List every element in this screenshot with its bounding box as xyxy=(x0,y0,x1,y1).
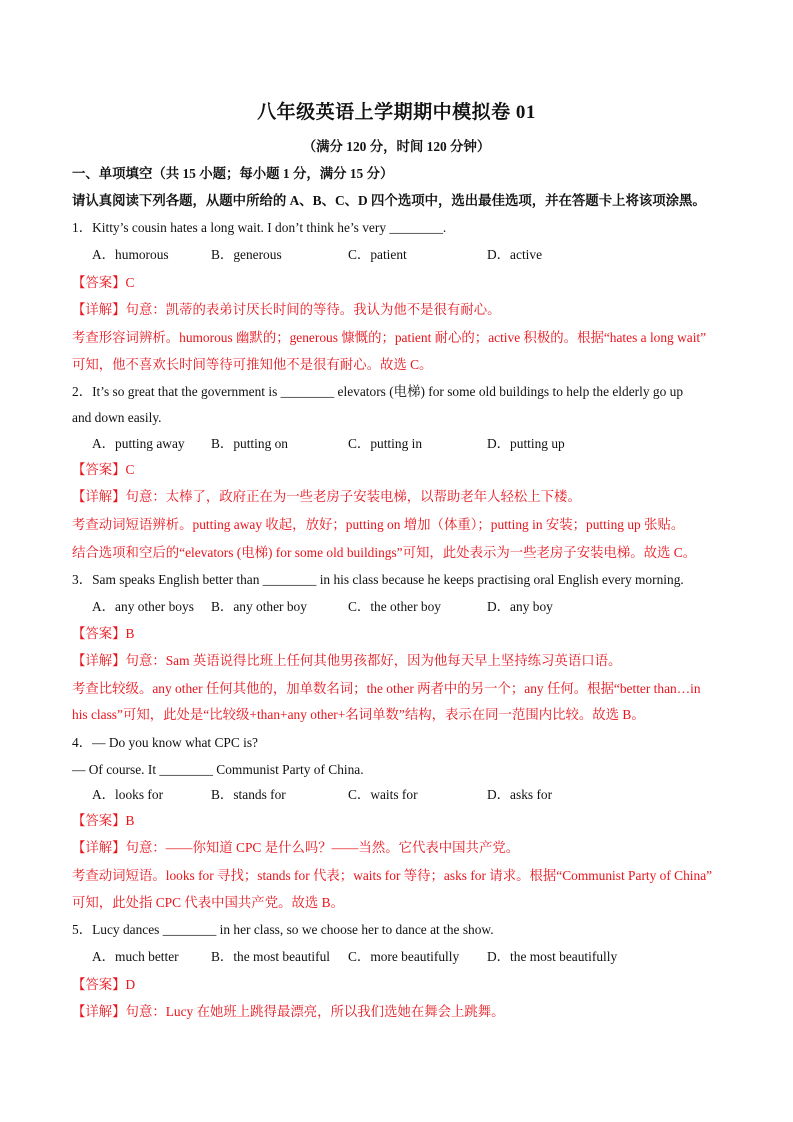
option-b: B．stands for xyxy=(211,787,286,802)
option-c: C．patient xyxy=(348,247,407,262)
answer: 【答案】C xyxy=(72,275,135,290)
option-b: B．generous xyxy=(211,247,282,262)
option-a: A．any other boys xyxy=(92,599,194,614)
explanation-line: 【详解】句意：Sam 英语说得比班上任何其他男孩都好，因为他每天早上坚持练习英语口语。 xyxy=(72,653,622,668)
explanation-line: 可知，他不喜欢长时间等待可推知他不是很有耐心。故选 C。 xyxy=(72,357,433,372)
question-stem-continued: — Of course. It ________ Communist Party of China. xyxy=(72,762,364,777)
explanation-line: 【详解】句意：——你知道 CPC 是什么吗？——当然。它代表中国共产党。 xyxy=(72,840,520,855)
answer: 【答案】B xyxy=(72,813,135,828)
explanation-line: 考查动词短语。looks for 寻找；stands for 代表；waits for 等待；asks for 请求。根据“Communist Party of China” xyxy=(72,868,713,883)
option-d: D．active xyxy=(487,247,543,262)
question-stem-continued: and down easily. xyxy=(72,410,162,425)
explanation-line: 可知，此处指 CPC 代表中国共产党。故选 B。 xyxy=(72,895,344,910)
question-stem: 5．Lucy dances ________ in her class, so we choose her to dance at the show. xyxy=(72,922,494,937)
explanation-line: 考查比较级。any other 任何其他的，加单数名词；the other 两者中的另一个；any 任何。根据“better than…in xyxy=(72,681,701,696)
exam-info: （满分 120 分，时间 120 分钟） xyxy=(302,139,491,154)
option-d: D．any boy xyxy=(487,599,553,614)
option-a: A．humorous xyxy=(92,247,169,262)
question-stem: 2．It’s so great that the government is ________ elevators (电梯) for some old buildings to help the elderly go up xyxy=(72,384,684,399)
option-b: B．any other boy xyxy=(211,599,307,614)
explanation-line: his class”可知，此处是“比较级+than+any other+名词单数”结构，表示在同一范围内比较。故选 B。 xyxy=(72,707,645,722)
section-instruction: 请认真阅读下列各题，从题中所给的 A、B、C、D 四个选项中，选出最佳选项，并在答题卡上将该项涂黑。 xyxy=(72,193,706,208)
option-a: A．putting away xyxy=(92,436,185,451)
answer: 【答案】C xyxy=(72,462,135,477)
explanation-line: 【详解】句意：Lucy 在她班上跳得最漂亮，所以我们选她在舞会上跳舞。 xyxy=(72,1004,505,1019)
option-c: C．more beautifully xyxy=(348,949,460,964)
explanation-line: 【详解】句意：太棒了，政府正在为一些老房子安装电梯，以帮助老年人轻松上下楼。 xyxy=(72,489,581,504)
answer: 【答案】D xyxy=(72,977,136,992)
page-title: 八年级英语上学期期中模拟卷 01 xyxy=(257,102,536,123)
answer: 【答案】B xyxy=(72,626,135,641)
option-c: C．waits for xyxy=(348,787,418,802)
question-stem: 1．Kitty’s cousin hates a long wait. I don’t think he’s very ________. xyxy=(72,220,447,235)
section-heading: 一、单项填空（共 15 小题；每小题 1 分，满分 15 分） xyxy=(72,166,394,181)
explanation-line: 考查动词短语辨析。putting away 收起，放好；putting on 增加（体重）；putting in 安装；putting up 张贴。 xyxy=(72,517,685,532)
option-b: B．putting on xyxy=(211,436,289,451)
option-b: B．the most beautiful xyxy=(211,949,331,964)
explanation-line: 考查形容词辨析。humorous 幽默的；generous 慷慨的；patient 耐心的；active 积极的。根据“hates a long wait” xyxy=(72,330,707,345)
explanation-line: 【详解】句意：凯蒂的表弟讨厌长时间的等待。我认为他不是很有耐心。 xyxy=(72,302,501,317)
option-c: C．putting in xyxy=(348,436,423,451)
option-d: D．the most beautifully xyxy=(487,949,618,964)
explanation-line: 结合选项和空后的“elevators (电梯) for some old buildings”可知，此处表示为一些老房子安装电梯。故选 C。 xyxy=(72,545,697,560)
option-d: D．putting up xyxy=(487,436,565,451)
option-a: A．looks for xyxy=(92,787,164,802)
question-stem: 3．Sam speaks English better than ________ in his class because he keeps practising oral English every morning. xyxy=(72,572,684,587)
question-stem: 4．— Do you know what CPC is? xyxy=(72,735,258,750)
option-c: C．the other boy xyxy=(348,599,441,614)
option-a: A．much better xyxy=(92,949,179,964)
option-d: D．asks for xyxy=(487,787,553,802)
